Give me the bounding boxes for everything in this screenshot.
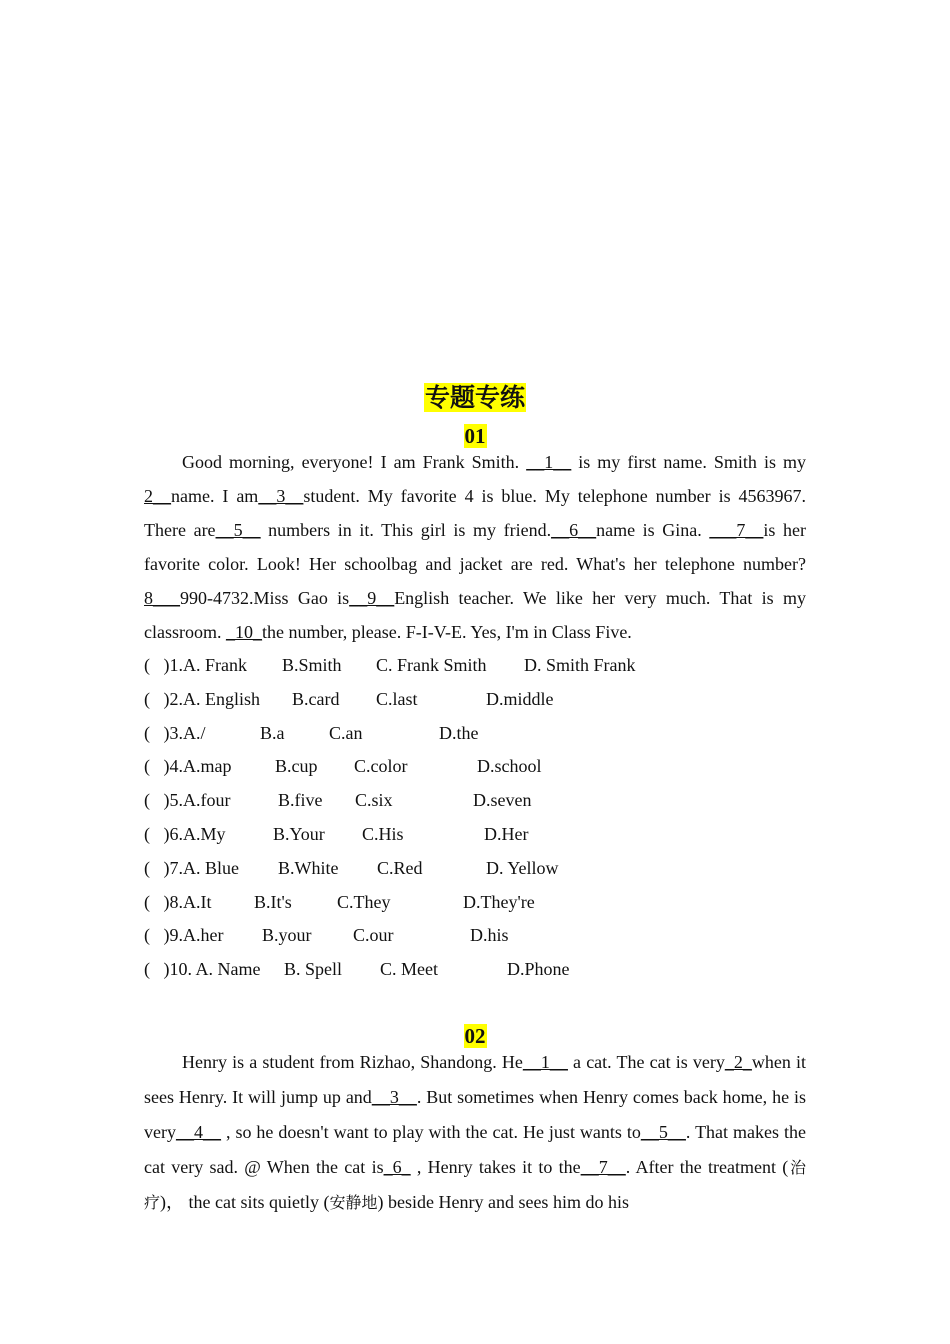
answer-blank: ___7__ bbox=[709, 520, 764, 540]
answer-blank: __3__ bbox=[258, 486, 304, 506]
answer-blank: _6_ bbox=[383, 1157, 411, 1177]
option-d: D.his bbox=[470, 925, 509, 946]
question-row bbox=[144, 784, 806, 818]
option-b: B.Your bbox=[273, 823, 325, 844]
option-d: D.the bbox=[439, 722, 479, 743]
question-row bbox=[144, 919, 806, 953]
passage-text: Good morning, everyone! I am Frank Smith. bbox=[182, 452, 527, 472]
answer-blank: _2_ bbox=[724, 1052, 752, 1072]
option-d: D. Smith Frank bbox=[524, 655, 636, 675]
question-row bbox=[144, 852, 806, 886]
question-row bbox=[144, 886, 806, 920]
question-row bbox=[144, 683, 806, 717]
option-b: B.card bbox=[292, 688, 340, 709]
chinese-gloss: 治疗 bbox=[144, 1158, 806, 1212]
option-d: D.middle bbox=[486, 688, 554, 709]
option-c: C.six bbox=[355, 790, 393, 811]
question-stem-option-a: ( )6.A.My bbox=[144, 823, 226, 844]
answer-blank: __1__ bbox=[526, 452, 572, 472]
option-c: C. Frank Smith bbox=[376, 655, 487, 675]
question-stem-option-a: ( )1.A. Frank bbox=[144, 655, 247, 675]
option-c: C.last bbox=[376, 688, 418, 709]
passage-text: Henry is a student from Rizhao, Shandong. He bbox=[182, 1052, 523, 1072]
option-b: B. Spell bbox=[284, 959, 343, 980]
option-c: C.His bbox=[362, 823, 404, 844]
question-row bbox=[144, 649, 806, 683]
question-list-01 bbox=[144, 649, 806, 987]
question-row bbox=[144, 717, 806, 751]
option-c: C.color bbox=[354, 756, 408, 777]
passage-02 bbox=[144, 1045, 806, 1220]
option-d: D.They're bbox=[463, 891, 535, 912]
question-row bbox=[144, 750, 806, 784]
answer-blank: __7__ bbox=[580, 1157, 626, 1177]
passage-text: , Henry takes it to the bbox=[410, 1157, 581, 1177]
question-stem-option-a: ( )3.A./ bbox=[144, 722, 206, 743]
option-b: B.Smith bbox=[282, 655, 342, 675]
passage-text: English teacher. We like her very much. That is my classroom. bbox=[144, 588, 806, 642]
option-b: B.your bbox=[262, 925, 312, 946]
section-number-text: 02 bbox=[464, 1024, 486, 1048]
option-c: C.an bbox=[329, 722, 363, 743]
passage-text: . That makes the cat very sad. @ When the cat is bbox=[144, 1122, 806, 1177]
passage-text: . After the treatment ( bbox=[625, 1157, 789, 1177]
option-d: D.school bbox=[477, 756, 542, 777]
answer-blank: 8___ bbox=[144, 588, 180, 608]
answer-blank: __5__ bbox=[215, 520, 261, 540]
option-b: B.cup bbox=[275, 756, 318, 777]
question-stem-option-a: ( )5.A.four bbox=[144, 790, 231, 811]
chinese-gloss: 安静地 bbox=[329, 1193, 378, 1212]
option-d: D.seven bbox=[473, 790, 532, 811]
passage-text: name is Gina. bbox=[596, 520, 710, 540]
question-stem-option-a: ( )2.A. English bbox=[144, 688, 260, 709]
question-row bbox=[144, 953, 806, 987]
answer-blank: 2__ bbox=[144, 486, 171, 506]
passage-text: . But sometimes when Henry comes back home, he is very bbox=[144, 1087, 806, 1142]
page-title bbox=[0, 378, 950, 414]
option-c: C. Meet bbox=[380, 959, 438, 980]
question-stem-option-a: ( )10. A. Name bbox=[144, 959, 261, 980]
question-stem-option-a: ( )7.A. Blue bbox=[144, 857, 239, 878]
passage-text: the number, please. F-I-V-E. Yes, I'm in Class Five. bbox=[261, 622, 632, 642]
answer-blank: __4__ bbox=[175, 1122, 221, 1142]
answer-blank: __9__ bbox=[349, 588, 395, 608]
passage-01 bbox=[144, 445, 806, 649]
question-stem-option-a: ( )9.A.her bbox=[144, 925, 224, 946]
option-c: C.Red bbox=[377, 857, 423, 878]
option-c: C.They bbox=[337, 891, 391, 912]
answer-blank: __1__ bbox=[522, 1052, 568, 1072]
passage-text: name. I am bbox=[171, 486, 259, 506]
question-row bbox=[144, 818, 806, 852]
answer-blank: __5__ bbox=[640, 1122, 686, 1142]
option-d: D.Her bbox=[484, 823, 529, 844]
answer-blank: __6__ bbox=[551, 520, 597, 540]
option-d: D. Yellow bbox=[486, 857, 559, 878]
passage-text: ) beside Henry and sees him do his bbox=[377, 1192, 629, 1212]
option-b: B.five bbox=[278, 790, 323, 811]
section-number-text: 01 bbox=[464, 424, 486, 448]
passage-text: when it sees Henry. It will jump up and bbox=[144, 1052, 806, 1107]
passage-text: a cat. The cat is very bbox=[567, 1052, 725, 1072]
passage-text: student. My favorite 4 is blue. My telephone number is 4563967. There are bbox=[144, 486, 807, 540]
passage-text: )， the cat sits quietly ( bbox=[160, 1192, 330, 1212]
passage-text: numbers in it. This girl is my friend. bbox=[260, 520, 552, 540]
passage-text: is her favorite color. Look! Her schoolbag and jacket are red. What's her telephone number? bbox=[144, 520, 806, 574]
option-b: B.It's bbox=[254, 891, 292, 912]
passage-text: 990-4732.Miss Gao is bbox=[180, 588, 350, 608]
answer-blank: _10_ bbox=[225, 622, 262, 642]
page-title-text: 专题专练 bbox=[424, 383, 525, 412]
option-c: C.our bbox=[353, 925, 394, 946]
option-b: B.a bbox=[260, 722, 285, 743]
passage-text: is my first name. Smith is my bbox=[571, 452, 806, 472]
answer-blank: __3__ bbox=[371, 1087, 417, 1107]
option-b: B.White bbox=[278, 857, 339, 878]
question-stem-option-a: ( )8.A.It bbox=[144, 891, 212, 912]
passage-text: , so he doesn't want to play with the cat. He just wants to bbox=[220, 1122, 641, 1142]
question-stem-option-a: ( )4.A.map bbox=[144, 756, 232, 777]
option-d: D.Phone bbox=[507, 959, 570, 980]
